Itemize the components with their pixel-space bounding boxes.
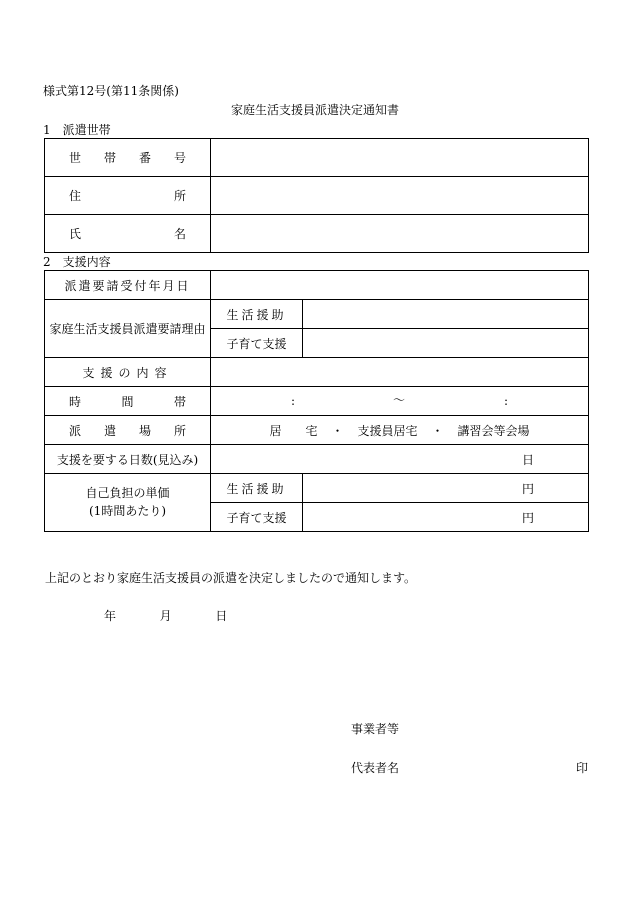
support-content-label: 支援の内容 (45, 358, 211, 387)
yen-unit: 円 (521, 510, 534, 525)
cost-living-assist: 生活援助 (211, 474, 303, 503)
household-number-field[interactable] (211, 139, 589, 177)
place-separator: ・ (331, 423, 344, 438)
name-field[interactable] (211, 215, 589, 253)
section1-heading: 1 派遣世帯 (43, 123, 111, 137)
time-slot-field[interactable] (211, 387, 589, 416)
address-label: 住 所 (45, 177, 211, 215)
form-id: 様式第12号(第11条関係) (43, 84, 179, 98)
request-reason-label: 家庭生活支援員派遣要請理由 (45, 300, 211, 358)
time-slot-label: 時 間 帯 (45, 387, 211, 416)
day-label: 日 (215, 609, 228, 623)
cost-childcare-support: 子育て支援 (211, 503, 303, 532)
cost-childcare-support-field[interactable] (303, 503, 589, 532)
household-table (44, 138, 589, 253)
date-line (104, 610, 227, 622)
days-required-field[interactable] (211, 445, 589, 474)
start-time-colon: : (291, 394, 296, 408)
reason-living-assist-field[interactable] (303, 300, 589, 329)
place-option-home[interactable]: 居 宅 (269, 423, 318, 438)
address-field[interactable] (211, 177, 589, 215)
section2-heading: 2 支援内容 (43, 255, 111, 269)
dispatch-place-options (211, 416, 589, 445)
place-option-supporter-home[interactable]: 支援員居宅 (357, 423, 418, 438)
support-content-field[interactable] (211, 358, 589, 387)
notice-text: 上記のとおり家庭生活支援員の派遣を決定しましたので通知します。 (45, 571, 417, 585)
days-required-label: 支援を要する日数(見込み) (45, 445, 211, 474)
reason-living-assist[interactable]: 生活援助 (211, 300, 303, 329)
end-time-colon: : (504, 394, 509, 408)
seal-mark: 印 (576, 761, 589, 775)
month-label: 月 (159, 609, 172, 623)
days-unit: 日 (521, 452, 534, 467)
place-option-venue[interactable]: 講習会等会場 (457, 423, 530, 438)
year-label: 年 (104, 609, 117, 623)
request-date-field[interactable] (211, 271, 589, 300)
time-range-tilde: ～ (393, 393, 406, 407)
document-title: 家庭生活支援員派遣決定通知書 (230, 103, 399, 117)
place-separator: ・ (431, 423, 444, 438)
dispatch-place-label: 派 遣 場 所 (45, 416, 211, 445)
cost-living-assist-field[interactable] (303, 474, 589, 503)
household-number-label: 世 帯 番 号 (45, 139, 211, 177)
request-date-label: 派遣要請受付年月日 (45, 271, 211, 300)
yen-unit: 円 (521, 481, 534, 496)
self-pay-unit-price-label: 自己負担の単価 (1時間あたり) (45, 474, 211, 532)
business-label: 事業者等 (351, 722, 400, 736)
representative-label: 代表者名 (351, 761, 400, 775)
name-label: 氏 名 (45, 215, 211, 253)
reason-childcare-support-field[interactable] (303, 329, 589, 358)
support-table (44, 270, 589, 532)
reason-childcare-support[interactable]: 子育て支援 (211, 329, 303, 358)
